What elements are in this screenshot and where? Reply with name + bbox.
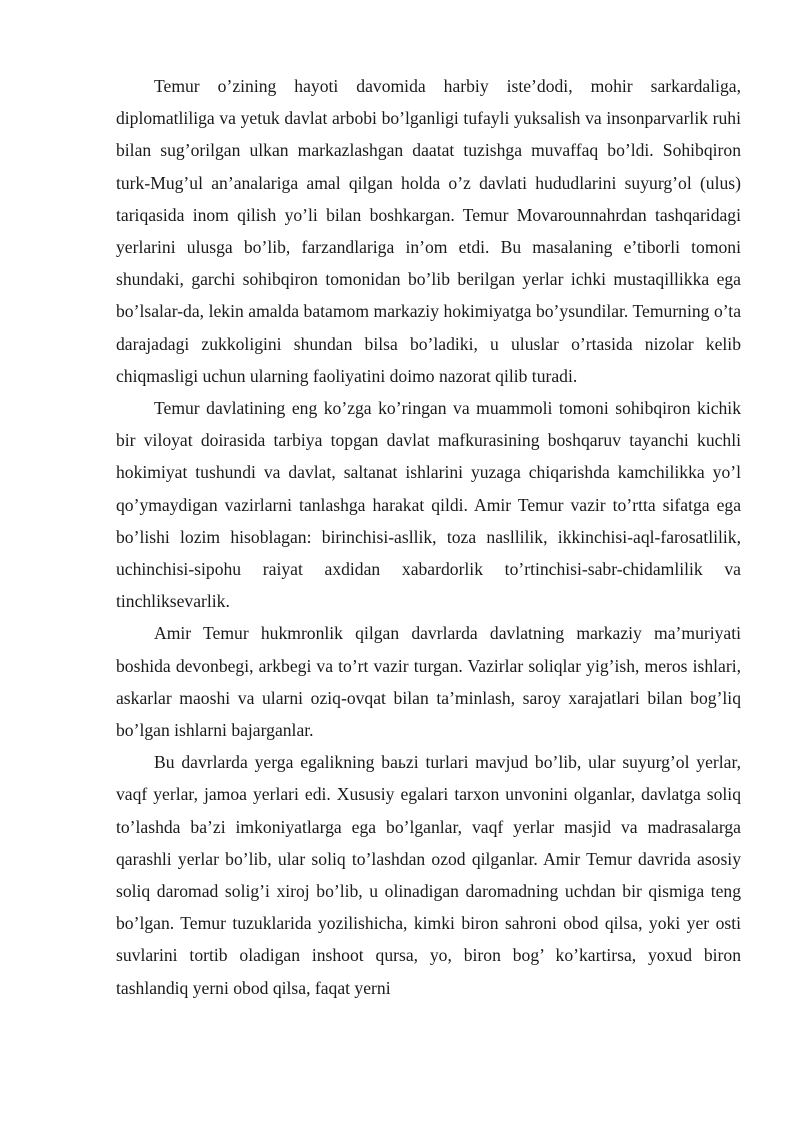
paragraph-1: Temur o’zining hayoti davomida harbiy iste’dodi, mohir sarkardaliga, diplomatliliga va yetuk davlat arbobi bo’lganligi tufayli yuksalish va insonparvarlik ruhi bilan sug’orilgan ulkan markazlashgan daatat tuzishga muvaffaq bo’ldi. Sohibqiron turk-Mug’ul an’analariga amal qilgan holda o’z davlati hududlarini suyurg’ol (ulus) tariqasida inom qilish yo’li bilan boshkargan. Temur Movarounnahrdan tashqaridagi yerlarini ulusga bo’lib, farzandlariga in’om etdi. Bu masalaning e’tiborli tomoni shundaki, garchi sohibqiron tomonidan bo’lib berilgan yerlar ichki mustaqillikka ega bo’lsalar-da, lekin amalda batamom markaziy hokimiyatga bo’ysundilar. Temurning o’ta darajadagi zukkoligini shundan bilsa bo’ladiki, u uluslar o’rtasida nizolar kelib chiqmasligi uchun ularning faoliyatini doimo nazorat qilib turadi. — [116, 76, 741, 386]
paragraph-3: Amir Temur hukmronlik qilgan davrlarda davlatning markaziy ma’muriyati boshida devonbegi, arkbegi va to’rt vazir turgan. Vazirlar soliqlar yig’ish, meros ishlari, askarlar maoshi va ularni oziq-ovqat bilan ta’minlash, saroy xarajatlari bilan bog’liq bo’lgan ishlarni bajarganlar. — [116, 623, 741, 741]
paragraph-2: Temur davlatining eng ko’zga ko’ringan va muammoli tomoni sohibqiron kichik bir viloyat doirasida tarbiya topgan davlat mafkurasining boshqaruv tayanchi kuchli hokimiyat tushundi va davlat, saltanat ishlarini yuzaga chiqarishda kamchilikka yo’l qo’ymaydigan vazirlarni tanlashga harakat qildi. Amir Temur vazir to’rtta sifatga ega bo’lishi lozim hisoblagan: birinchisi-asllik, toza nasllilik, ikkinchisi-aql-farosatlilik, uchinchisi-sipohu raiyat axdidan xabardorlik to’rtinchisi-sabr-chidamlilik va tinchliksevarlik. — [116, 398, 741, 612]
paragraph-4: Bu davrlarda yerga egalikning baьzi turlari mavjud bo’lib, ular suyurg’ol yerlar, vaqf yerlar, jamoa yerlari edi. Xususiy egalari tarxon unvonini olganlar, davlatga soliq to’lashda ba’zi imkoniyatlarga ega bo’lganlar, vaqf yerlar masjid va madrasalarga qarashli yerlar bo’lib, ular soliq to’lashdan ozod qilganlar. Amir Temur davrida asosiy soliq daromad solig’i xiroj bo’lib, u olinadigan daromadning uchdan bir qismiga teng bo’lgan. Temur tuzuklarida yozilishicha, kimki biron sahroni obod qilsa, yoki yer osti suvlarini tortib oladigan inshoot qursa, yo, biron bog’ ko’kartirsa, yoxud biron tashlandiq yerni obod qilsa, faqat yerni — [116, 752, 741, 998]
document-body — [116, 70, 741, 1004]
